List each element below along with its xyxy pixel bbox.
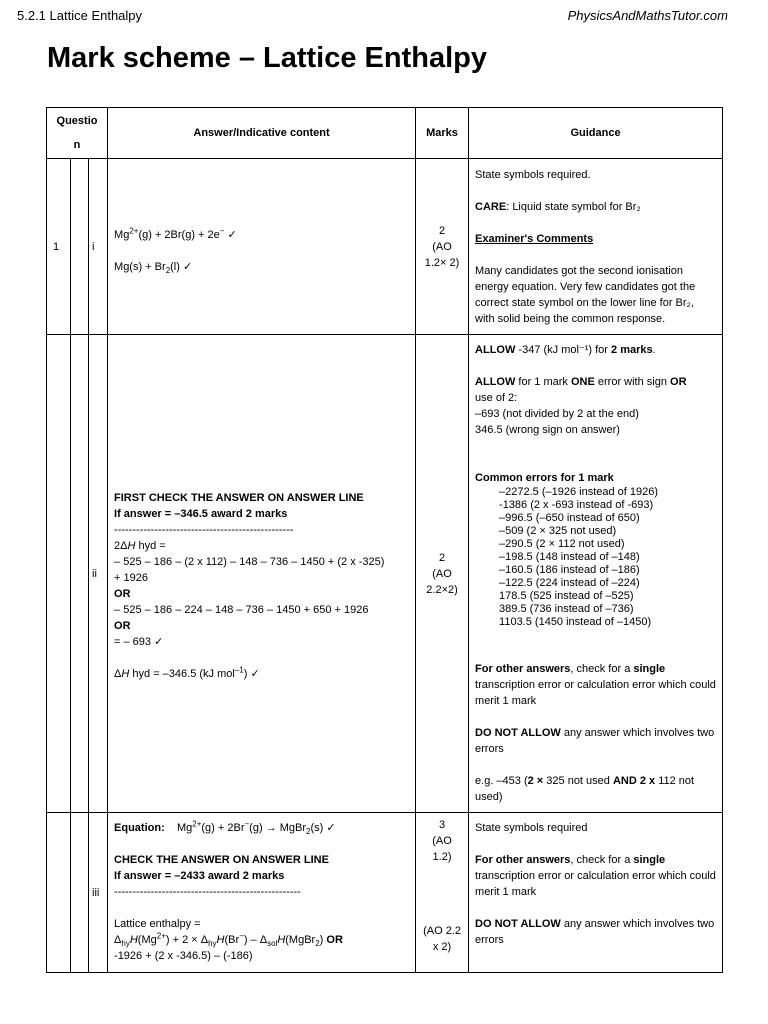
- error-item: –122.5 (224 instead of –224): [499, 577, 640, 589]
- error-item: 389.5 (736 instead of –736): [499, 603, 634, 615]
- error-item: -1386 (2 x -693 instead of -693): [499, 499, 654, 511]
- answer-cell: FIRST CHECK THE ANSWER ON ANSWER LINE If answer = –346.5 award 2 marks ------------------------------------------------- 2ΔH hyd = – 525 – 186 – (2 x 112) – 148 – 736 – 1450 + (2 x -325) + 1926 OR – 525 – 186 – 224 – 148 – 736 – 1450 + 650 + 1926 OR = – 693 ✓ ΔH hyd = –346.5 (kJ mol$^{-1}$) ✓: [108, 335, 416, 813]
- mark-scheme-table: [46, 107, 723, 973]
- answer-cell: Equation: $Mg^{2+}(g) + 2Br^-(g)$ → MgBr$_2$(s) ✓ CHECK THE ANSWER ON ANSWER LINE If answer = –2433 award 2 marks --------------------------------------------------- Lattice enthalpy = $\Delta_{hy}H(Mg^{2+}) + 2 \times \Delta_{hy}H(Br^-)$ – $\Delta_{sol}H(MgBr_2)$ OR -1926 + (2 x -346.5) – (-186): [108, 813, 416, 973]
- col-header-guidance: Guidance: [469, 108, 723, 159]
- marks-cell: 2 (AO 1.2× 2): [416, 159, 469, 335]
- table-row: [47, 335, 723, 813]
- question-part: i: [89, 159, 108, 335]
- header-site: PhysicsAndMathsTutor.com: [567, 8, 728, 23]
- error-item: 178.5 (525 instead of –525): [499, 590, 634, 602]
- error-item: –160.5 (186 instead of –186): [499, 564, 640, 576]
- guidance-cell: State symbols required For other answers, check for a single transcription error or calculation error which could merit 1 mark DO NOT ALLOW any answer which involves two errors: [469, 813, 723, 973]
- col-header-answer: Answer/Indicative content: [108, 108, 416, 159]
- col-header-question: Question: [47, 108, 108, 159]
- error-item: –198.5 (148 instead of –148): [499, 551, 640, 563]
- col-header-marks: Marks: [416, 108, 469, 159]
- guidance-cell: State symbols required. CARE: Liquid state symbol for Br₂ Examiner's Comments Many candidates got the second ionisation energy equation. Very few candidates got the correct state symbol on the lower line for Br₂, with solid being the common response.: [469, 159, 723, 335]
- error-item: –2272.5 (–1926 instead of 1926): [499, 486, 659, 498]
- header-topic: 5.2.1 Lattice Enthalpy: [17, 8, 143, 23]
- marks-cell: 3 (AO 1.2) (AO 2.2 x 2): [416, 813, 469, 973]
- header-row: [47, 108, 723, 159]
- answer-cell: $Mg^{2+}(g) + 2Br(g) + 2e^-$ ✓ $Mg(s) + Br_2(l)$ ✓: [108, 159, 416, 335]
- error-item: –996.5 (–650 instead of 650): [499, 512, 640, 524]
- question-part: ii: [89, 335, 108, 813]
- error-item: –290.5 (2 × 112 not used): [499, 538, 625, 550]
- question-part: iii: [89, 813, 108, 973]
- marks-cell: 2 (AO 2.2×2): [416, 335, 469, 813]
- page-title: Mark scheme – Lattice Enthalpy: [47, 42, 487, 74]
- question-sub-empty: [71, 159, 89, 335]
- question-number: 1: [47, 159, 71, 335]
- table-row: [47, 813, 723, 973]
- error-item: –509 (2 × 325 not used): [499, 525, 617, 537]
- table-row: [47, 159, 723, 335]
- error-item: 1103.5 (1450 instead of –1450): [499, 616, 652, 628]
- guidance-cell: ALLOW -347 (kJ mol⁻¹) for 2 marks. ALLOW for 1 mark ONE error with sign OR use of 2: –693 (not divided by 2 at the end) 346.5 (wrong sign on answer) Common errors for 1 mark –2272.5 (–1926 instead of 1926) -1386 (2 x -693 instead of -693) –996.5 (–650 instead of 650) –509 (2 × 325 not used) –290.5 (2 × 112 not used) –198.5 (148 instead of –148) –160.5 (186 instead of –186) –122.5 (224 instead of –224) 178.5 (525 instead of –525) 389.5 (736 instead of –736) 1103.5 (1450 instead of –1450) For other answers, check for a single transcription error or calculation error which could merit 1 mark DO NOT ALLOW any answer which involves two errors e.g. –453 (2 × 325 not used AND 2 x 112 not used): [469, 335, 723, 813]
